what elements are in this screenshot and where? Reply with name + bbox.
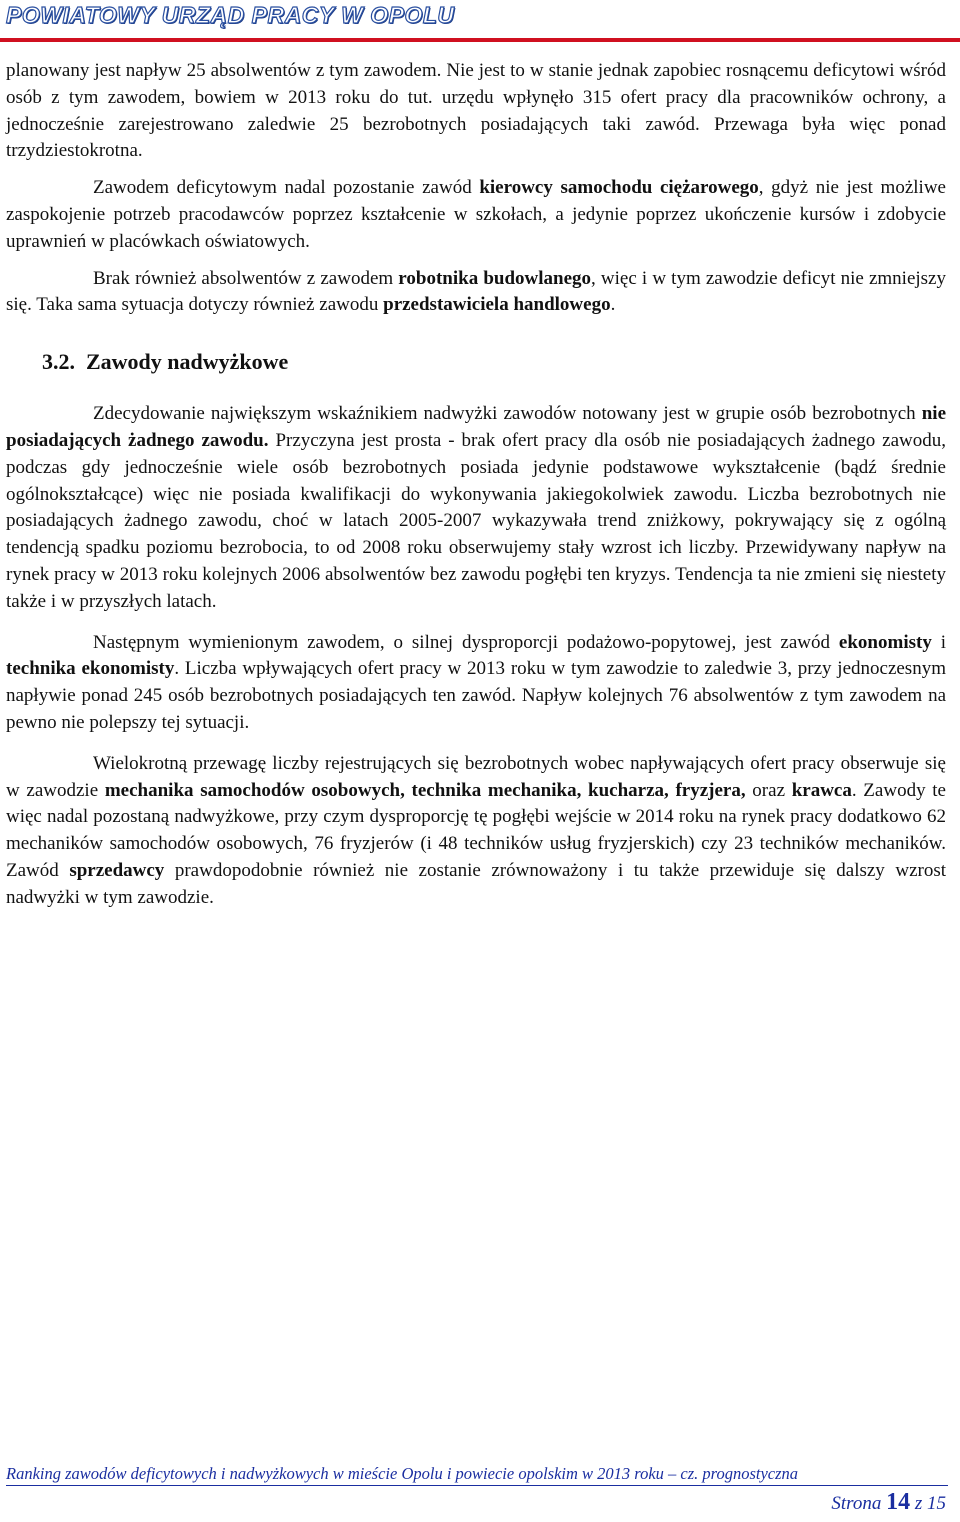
bold-run: sprzedawcy (69, 859, 165, 881)
footer-document-title: Ranking zawodów deficytowych i nadwyżkowych w mieście Opolu i powiecie opolskim w 2013 roku – cz. prognostyczna (6, 1464, 799, 1483)
bold-run: technika ekonomisty (6, 658, 175, 680)
text-run: i (931, 631, 946, 653)
bold-run: ekonomisty (838, 631, 932, 653)
bold-run: mechanika samochodów osobowych, technika mechanika, kucharza, fryzjera, (104, 779, 746, 801)
paragraph-3 (6, 266, 946, 320)
text-run: oraz (745, 779, 792, 801)
paragraph-1 (6, 58, 946, 165)
section-title: Zawody nadwyżkowe (86, 349, 289, 375)
section-heading (6, 347, 946, 377)
page-separator: z (914, 1493, 923, 1514)
text-run: . Zawody te więc nadal pozostaną nadwyżkowe, przy czym dysproporcję tę pogłębi wejście w 2014 roku na rynek pracy dodatkowo 62 mechaników samochodów osobowych, 76 fryzjerów (i 48 techników usług fryzjerskich) czy 23 techników mechaników. Zawód (6, 779, 946, 881)
paragraph-2 (6, 175, 946, 255)
section-number: 3.2. (42, 349, 75, 375)
bold-run: przedstawiciela handlowego (383, 294, 611, 316)
text-run: Przyczyna jest prosta - brak ofert pracy dla osób nie posiadających żadnego zawodu, podczas gdy jednocześnie wiele osób bezrobotnych posiada jedynie podstawowe wykształcenie (bądź średnie ogólnokształcące) więc nie posiada kwalifikacji do wykonywania jakiegokolwiek zawodu. Liczba bezrobotnych nie posiadających żadnego zawodu, choć w latach 2005-2007 wykazywała trend zniżkowy, pokrywający się z ogólną tendencją spadku poziomu bezrobocia, to od 2008 roku obserwujemy stały wzrost ich liczby. Przewidywany napływ na rynek pracy w 2013 roku kolejnych 2006 absolwentów bez zawodu pogłębi ten kryzys. Tendencja ta nie zmieni się niestety także i w przyszłych latach. (6, 429, 947, 612)
footer-rule (6, 1485, 948, 1486)
text-run: Zawodem deficytowym nadal pozostanie zawód (93, 177, 480, 199)
bold-run: nie posiadających żadnego zawodu. (6, 403, 946, 451)
paragraph-6 (6, 751, 946, 912)
paragraph-1-text: planowany jest napływ 25 absolwentów z tym zawodem. Nie jest to w stanie jednak zapobiec rosnącemu deficytowi wśród osób z tym zawodem, bowiem w 2013 roku do tut. urzędu wpłynęło 315 ofert pracy dla pracowników ochrony, a jednocześnie zarejestrowano zaledwie 25 bezrobotnych posiadających taki zawód. Przewaga była więc ponad trzydziestokrotna. (6, 60, 946, 162)
paragraph-5 (6, 630, 946, 737)
page-prefix: Strona (831, 1493, 882, 1514)
text-run: Wielokrotną przewagę liczby rejestrujących się bezrobotnych wobec napływających ofert pracy obserwuje się w zawodzie (6, 752, 946, 801)
text-run: . Liczba wpływających ofert pracy w 2013 roku w tym zawodzie to zaledwie 3, przy jednoczesnym napływie ponad 245 osób bezrobotnych posiadających ten zawód. Napływ kolejnych 76 absolwentów z tym zawodem na pewno nie polepszy tej sytuacji. (6, 658, 946, 733)
bold-run: robotnika budowlanego (398, 267, 592, 289)
header-title: POWIATOWY URZĄD PRACY W OPOLU (6, 2, 455, 28)
text-run: Następnym wymienionym zawodem, o silnej dysproporcji podażowo-popytowej, jest zawód (93, 631, 839, 653)
document-body (6, 58, 946, 912)
text-run: Zdecydowanie największym wskaźnikiem nadwyżki zawodów notowany jest w grupie osób bezrobotnych (93, 403, 922, 425)
text-run: . (610, 294, 616, 316)
text-run: Brak również absolwentów z zawodem (93, 267, 399, 289)
text-run: prawdopodobnie również nie zostanie zrównoważony i tu także przewiduje się dalszy wzrost nadwyżki w tym zawodzie. (6, 859, 947, 908)
bold-run: krawca (791, 779, 852, 801)
page-total: 15 (927, 1493, 946, 1514)
paragraph-4 (6, 401, 946, 615)
page-indicator (831, 1489, 946, 1516)
text-run: , więc i w tym zawodzie deficyt nie zmniejszy się. Taka sama sytuacja dotyczy również zawodu (6, 267, 946, 316)
header-rule (0, 38, 960, 42)
page-header (0, 0, 960, 44)
page-number: 14 (886, 1489, 911, 1515)
bold-run: kierowcy samochodu ciężarowego (479, 177, 759, 199)
text-run: , gdyż nie jest możliwe zaspokojenie potrzeb pracodawców poprzez kształcenie w szkołach, a jedynie poprzez ukończenie kursów i zdobycie uprawnień w placówkach oświatowych. (6, 177, 946, 252)
